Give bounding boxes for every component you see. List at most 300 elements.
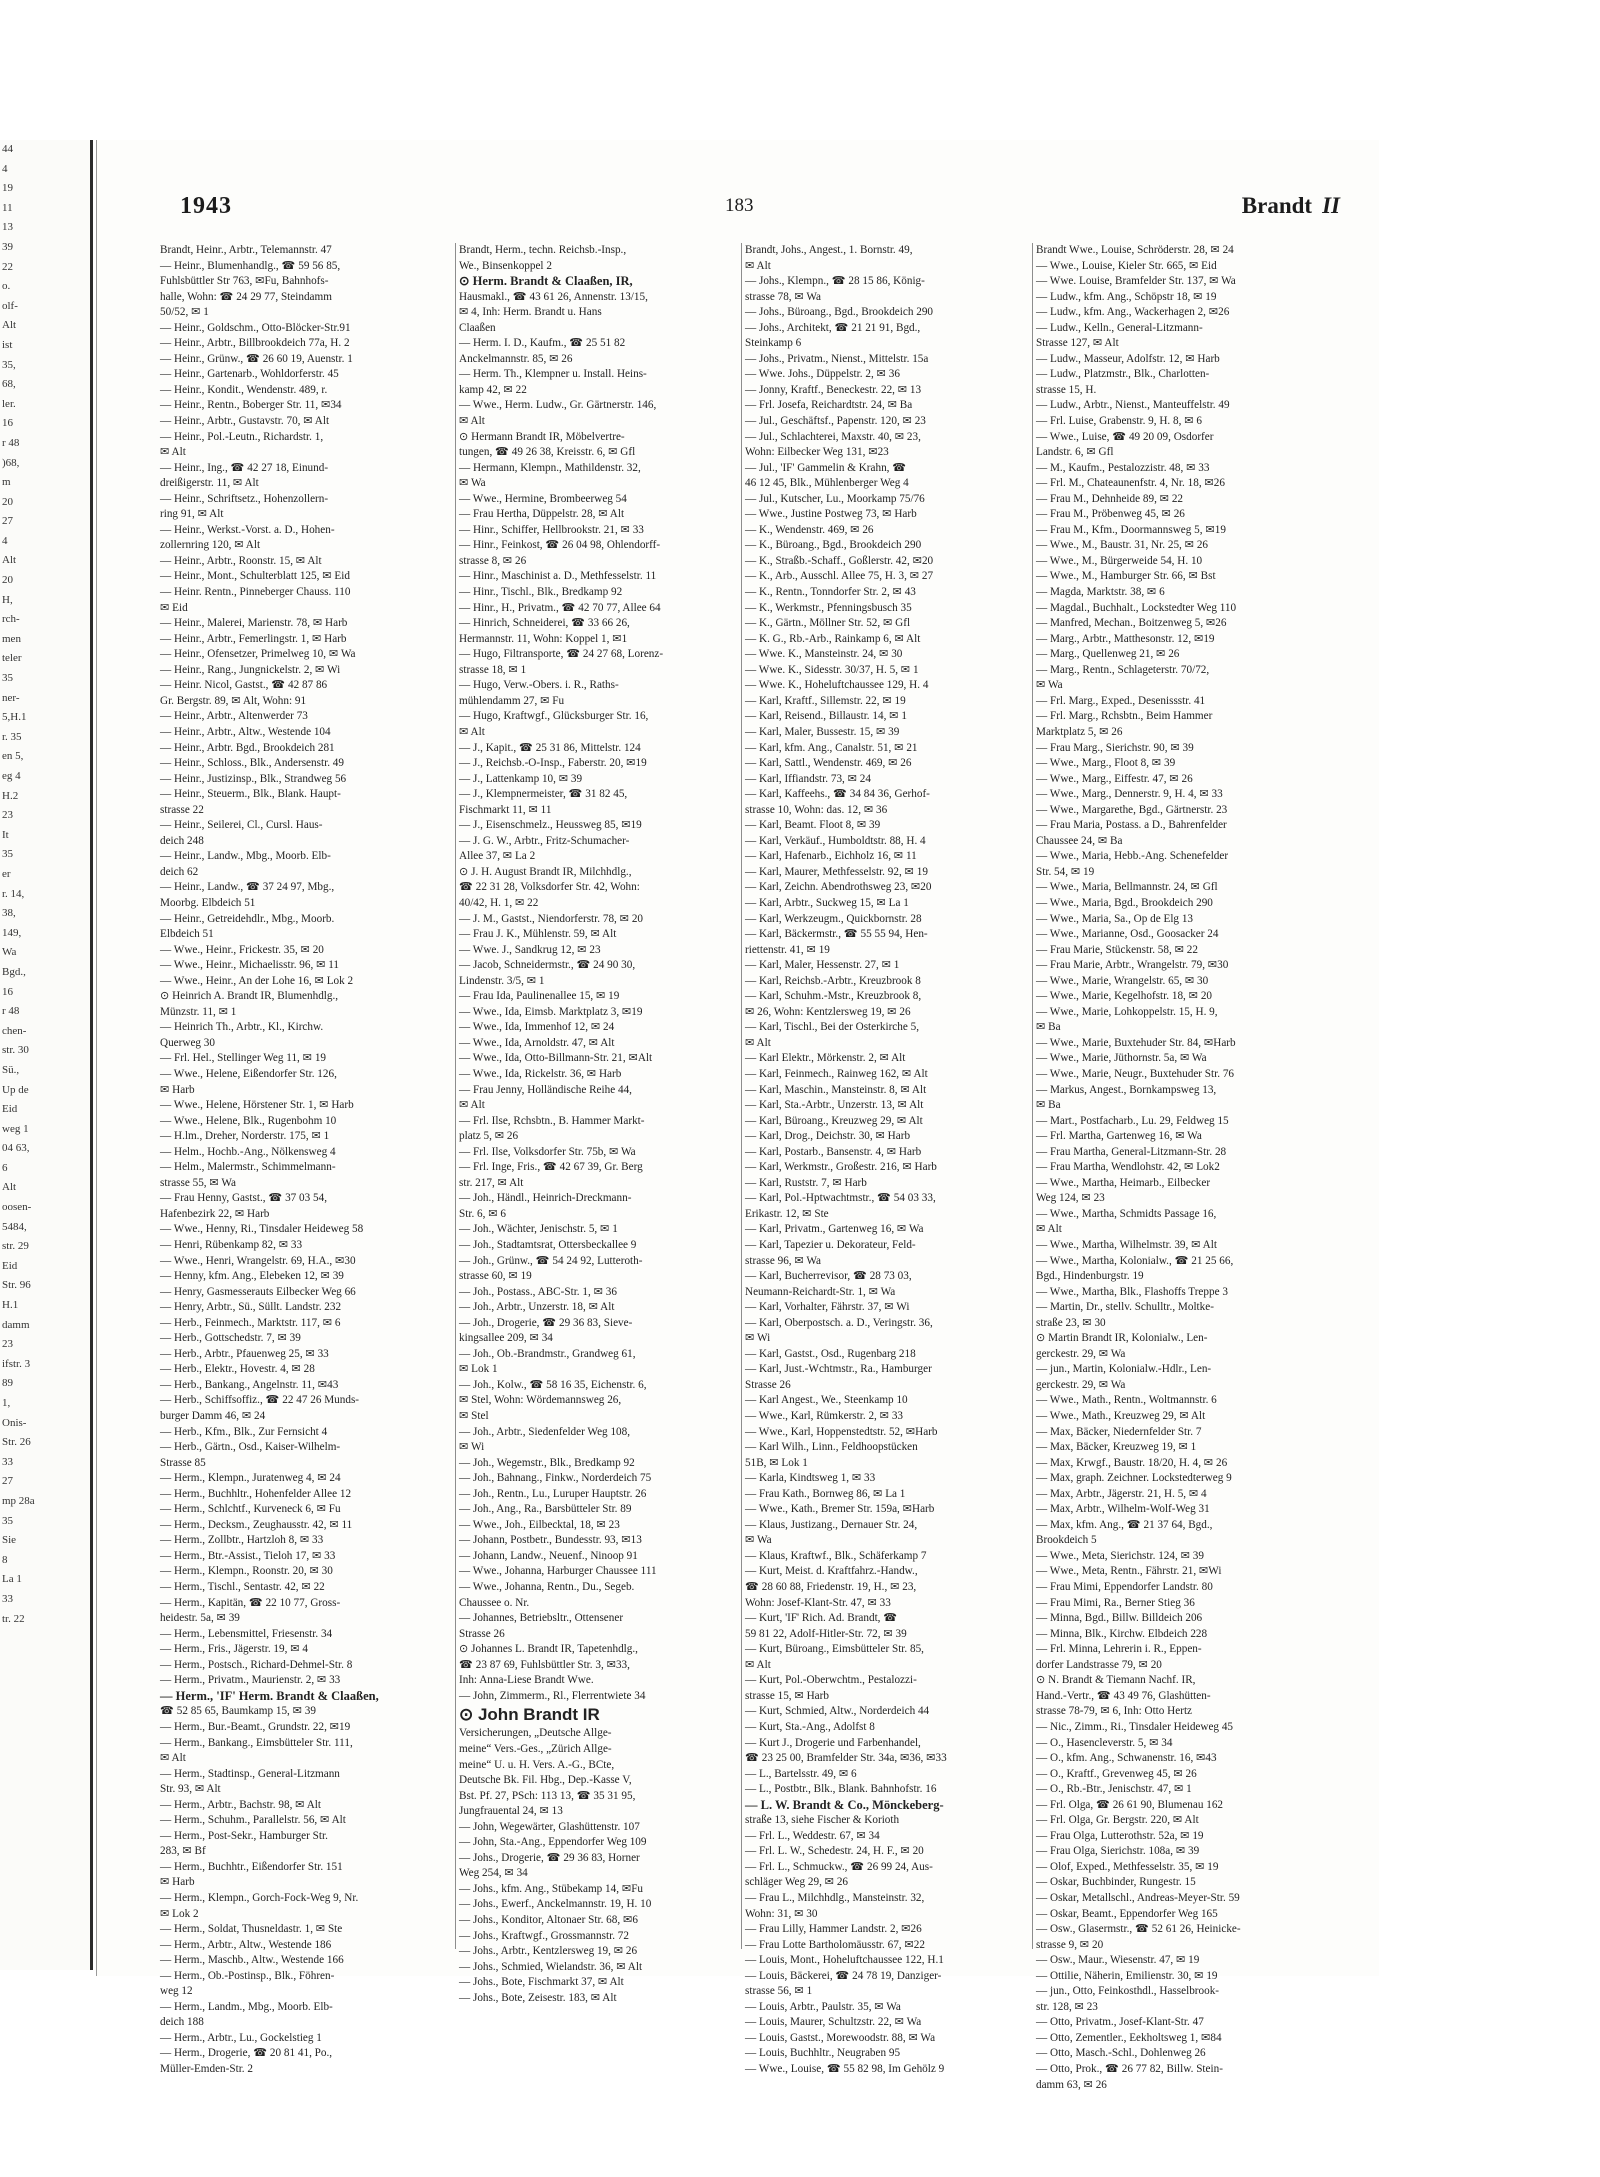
directory-entry-line: strasse 18, ✉ 1 <box>459 663 527 676</box>
edge-fragment: m <box>2 476 11 489</box>
directory-entry-line: — J. M., Gastst., Niendorferstr. 78, ✉ 20 <box>459 912 644 925</box>
directory-entry-line: — Herm., Tischl., Sentastr. 42, ✉ 22 <box>160 1581 325 1594</box>
directory-entry-line: ✉ Stel <box>459 1410 489 1423</box>
edge-fragment: str. 30 <box>2 1044 29 1057</box>
directory-entry-line: — Herm., Klempn., Gorch-Fock-Weg 9, Nr. <box>160 1891 359 1904</box>
directory-entry-line: — Wwe., Meta, Sierichstr. 124, ✉ 39 <box>1036 1549 1204 1562</box>
directory-entry-line: — Herb., Kfm., Blk., Zur Fernsicht 4 <box>160 1425 328 1438</box>
directory-entry-line: — Herm., Stadtinsp., General-Litzmann <box>160 1767 340 1780</box>
running-head <box>1242 193 1340 219</box>
directory-entry-line: — Herm., Lebensmittel, Friesenstr. 34 <box>160 1627 333 1640</box>
directory-entry-line: str. 128, ✉ 23 <box>1036 2000 1098 2013</box>
directory-entry-line: — Heinr., Steuerm., Blk., Blank. Haupt- <box>160 788 341 801</box>
directory-entry-line: — Max, Bäcker, Niedernfelder Str. 7 <box>1036 1425 1202 1438</box>
edge-fragment: ner- <box>2 691 20 704</box>
directory-entry-line: Strasse 85 <box>160 1456 206 1469</box>
directory-entry-line: — Wwe., Marie, Lohkoppelstr. 15, H. 9, <box>1036 1005 1218 1018</box>
directory-entry-line: — Johannes, Betriebsltr., Ottensener <box>459 1612 624 1625</box>
edge-fragment: 23 <box>2 809 13 822</box>
directory-entry-line: Brandt, Johs., Angest., 1. Bornstr. 49, <box>745 244 913 256</box>
directory-entry-line: Hafenbezirk 22, ✉ Harb <box>160 1207 270 1220</box>
directory-entry-line: Strasse 127, ✉ Alt <box>1036 337 1119 350</box>
directory-entry-line: deich 248 <box>160 834 204 847</box>
directory-entry-line: deich 188 <box>160 2016 204 2029</box>
directory-entry-line: — Herm., Bankang., Eimsbütteler Str. 111, <box>160 1736 353 1749</box>
directory-entry-line: — Karl, Maschin., Mansteinstr. 8, ✉ Alt <box>745 1083 927 1096</box>
directory-entry-line: — Joh., Arbtr., Unzerstr. 18, ✉ Alt <box>459 1301 615 1314</box>
edge-fragment: ist <box>2 338 13 351</box>
directory-entry-line: — Herb., Gottschedstr. 7, ✉ 39 <box>160 1332 301 1345</box>
directory-entry-line: — Wwe., Helene, Hörstener Str. 1, ✉ Harb <box>160 1099 354 1112</box>
directory-entry-line: strasse 55, ✉ Wa <box>160 1176 237 1189</box>
directory-entry-line: — Karl, Kraftf., Sillemstr. 22, ✉ 19 <box>745 694 906 707</box>
directory-entry-line: — Joh., Arbtr., Siedenfelder Weg 108, <box>459 1425 631 1438</box>
directory-entry-line: — Wwe., Helene, Blk., Rugenbohm 10 <box>160 1114 337 1127</box>
directory-entry-line: — O., kfm. Ang., Schwanenstr. 16, ✉43 <box>1036 1752 1217 1765</box>
directory-entry-line: ✉ Lok 1 <box>459 1363 498 1376</box>
directory-entry-line: — Heinr., Rentn., Boberger Str. 11, ✉34 <box>160 399 342 412</box>
directory-entry-line: — Heinr., Kondit., Wendenstr. 489, r. <box>160 383 328 396</box>
edge-fragment: 33 <box>2 1592 13 1605</box>
directory-entry-line: — Frau Marie, Stückenstr. 58, ✉ 22 <box>1036 943 1198 956</box>
directory-entry-line: — Wwe. K., Mansteinstr. 24, ✉ 30 <box>745 648 903 661</box>
directory-entry-line: Wohn: 31, ✉ 30 <box>745 1907 818 1920</box>
directory-entry-line: — Hinr., Schiffer, Hellbrookstr. 21, ✉ 33 <box>459 523 644 536</box>
directory-entry-line: — Hugo, Verw.-Obers. i. R., Raths- <box>459 679 619 692</box>
directory-entry-line: — Karl, kfm. Ang., Canalstr. 51, ✉ 21 <box>745 741 918 754</box>
directory-entry-line: strasse 56, ✉ 1 <box>745 1985 813 1998</box>
edge-fragment: 19 <box>2 182 13 195</box>
directory-entry-line: — Frau Kath., Bornweg 86, ✉ La 1 <box>745 1487 906 1500</box>
directory-entry-line: — Wwe. K., Hoheluftchaussee 129, H. 4 <box>745 679 929 692</box>
directory-entry-line: — Hinr., H., Privatm., ☎ 42 70 77, Allee 64 <box>459 601 661 614</box>
directory-entry-line: ring 91, ✉ Alt <box>160 508 224 521</box>
directory-entry-line: — Wwe., Marianne, Osd., Goosacker 24 <box>1036 928 1219 941</box>
directory-entry-line: — Heinr., Pol.-Leutn., Richardstr. 1, <box>160 430 324 443</box>
directory-entry-line: — Jonny, Kraftf., Beneckestr. 22, ✉ 13 <box>745 383 922 396</box>
directory-entry-line: — John, Zimmerm., Rl., Flerrentwiete 34 <box>459 1689 646 1702</box>
directory-entry-line: — Karl, Privatm., Gartenweg 16, ✉ Wa <box>745 1223 924 1236</box>
directory-entry-line: — Wwe., Marie, Kegelhofstr. 18, ✉ 20 <box>1036 990 1213 1003</box>
directory-entry-line: — Karl, Oberpostsch. a. D., Veringstr. 36, <box>745 1316 933 1329</box>
edge-fragment: 35 <box>2 848 13 861</box>
edge-fragment: 6 <box>2 1161 8 1174</box>
directory-entry-line: — Heinr., Ing., ☎ 42 27 18, Einund- <box>160 461 329 474</box>
directory-entry-line: — Wwe., Louise, ☎ 55 82 98, Im Gehölz 9 <box>745 2062 945 2075</box>
directory-entry-line: — Heinr., Blumenhandlg., ☎ 59 56 85, <box>160 259 341 272</box>
directory-entry-line: Landstr. 6, ✉ Gfl <box>1036 446 1114 459</box>
directory-entry-line: str. 217, ✉ Alt <box>459 1176 524 1189</box>
directory-entry-line: — Karl, Bucherrevisor, ☎ 28 73 03, <box>745 1270 912 1283</box>
directory-entry-line: — Wwe., Henri, Wrangelstr. 69, H.A., ✉30 <box>160 1254 356 1267</box>
directory-entry-line: — Frl. L., Weddestr. 67, ✉ 34 <box>745 1829 880 1842</box>
directory-entry-line: — Hinrich, Schneiderei, ☎ 33 66 26, <box>459 617 630 630</box>
directory-entry-line: — Johs., kfm. Ang., Stübekamp 14, ✉Fu <box>459 1882 644 1895</box>
edge-fragment: Alt <box>2 1181 17 1194</box>
directory-entry-line: — Heinr., Rang., Jungnickelstr. 2, ✉ Wi <box>160 663 341 676</box>
directory-entry-line: damm 63, ✉ 26 <box>1036 2078 1107 2091</box>
directory-entry-line: — Herm., Buchhtr., Eißendorfer Str. 151 <box>160 1860 343 1873</box>
directory-entry-line: — Wwe., Joh., Eilbecktal, 18, ✉ 23 <box>459 1518 620 1531</box>
directory-entry-line: Brandt, Herm., techn. Reichsb.-Insp., <box>459 244 627 256</box>
directory-entry-line: strasse 9, ✉ 20 <box>1036 1938 1104 1951</box>
directory-entry-line: — Johs., Bote, Fischmarkt 37, ✉ Alt <box>459 1976 624 1989</box>
edge-fragment: 8 <box>2 1553 8 1566</box>
directory-entry-line: — Heinr., Landw., ☎ 37 24 97, Mbg., <box>160 881 335 894</box>
directory-entry-line: — Karl, Sattl., Wendenstr. 469, ✉ 26 <box>745 757 912 770</box>
directory-entry-line: — Herm., Ob.-Postinsp., Blk., Föhren- <box>160 1969 335 1982</box>
directory-entry-line: — Karl, Ruststr. 7, ✉ Harb <box>745 1176 867 1189</box>
directory-entry-line: — Joh., Wegemstr., Blk., Bredkamp 92 <box>459 1456 635 1469</box>
directory-entry-line: — Karl, Zeichn. Abendrothsweg 23, ✉20 <box>745 881 932 894</box>
directory-entry-line: — jun., Otto, Feinkosthdl., Hasselbrook- <box>1036 1985 1220 1998</box>
directory-entry-line: — Frau Lotte Bartholomäusstr. 67, ✉22 <box>745 1938 925 1951</box>
directory-entry-line: — Karl, Pol.-Hptwachtmstr., ☎ 54 03 33, <box>745 1192 936 1205</box>
directory-entry-line: Erikastr. 12, ✉ Ste <box>745 1207 829 1220</box>
directory-entry-line: — Ludw., Kelln., General-Litzmann- <box>1036 321 1203 334</box>
directory-entry-line: ☎ 23 87 69, Fuhlsbüttler Str. 3, ✉33, <box>459 1658 630 1671</box>
directory-entry-line: — Herb., Arbtr., Pfauenweg 25, ✉ 33 <box>160 1347 329 1360</box>
edge-fragment: Onis- <box>2 1416 27 1429</box>
directory-entry-line: — J., Reichsb.-O-Insp., Faberstr. 20, ✉19 <box>459 757 647 770</box>
edge-fragment: weg 1 <box>2 1122 29 1135</box>
directory-entry-line: — Herm., Soldat, Thusneldastr. 1, ✉ Ste <box>160 1923 343 1936</box>
directory-column-2 <box>459 243 753 2004</box>
directory-entry-line: — Herm. Th., Klempner u. Install. Heins- <box>459 368 647 381</box>
directory-entry-line: — Louis, Bäckerei, ☎ 24 78 19, Danziger- <box>745 1969 942 1982</box>
directory-entry-line: Neumann-Reichardt-Str. 1, ✉ Wa <box>745 1285 896 1298</box>
directory-entry-line: — Herm., Privatm., Maurienstr. 2, ✉ 33 <box>160 1674 341 1687</box>
directory-entry-line: — Heinr., Grünw., ☎ 26 60 19, Auenstr. 1 <box>160 352 353 365</box>
directory-entry-line: Deutsche Bk. Fil. Hbg., Dep.-Kasse V, <box>459 1774 632 1787</box>
edge-fragment: Wa <box>2 946 17 959</box>
edge-fragment: Sie <box>2 1534 17 1547</box>
directory-entry-line: burger Damm 46, ✉ 24 <box>160 1410 266 1423</box>
directory-entry-line: — J. G. W., Arbtr., Fritz-Schumacher- <box>459 834 630 847</box>
directory-entry-line: — Herm., Schuhm., Parallelstr. 56, ✉ Alt <box>160 1814 346 1827</box>
directory-entry-line: — Ludw., Arbtr., Nienst., Manteuffelstr. 49 <box>1036 399 1230 412</box>
directory-entry-line: Anckelmannstr. 85, ✉ 26 <box>459 352 573 365</box>
directory-entry-line: — Wwe., Marie, Neugr., Buxtehuder Str. 76 <box>1036 1067 1235 1080</box>
edge-fragment: Str. 26 <box>2 1436 31 1449</box>
directory-entry-line: — Wwe., Luise, ☎ 49 20 09, Osdorfer <box>1036 430 1214 443</box>
directory-entry-line: — Wwe., Maria, Bellmannstr. 24, ✉ Gfl <box>1036 881 1218 894</box>
directory-entry-line: — Johs., Schmied, Wielandstr. 36, ✉ Alt <box>459 1960 643 1973</box>
directory-entry-line: — Frl. Josefa, Reichardtstr. 24, ✉ Ba <box>745 399 913 412</box>
page-header <box>180 193 1340 227</box>
directory-entry-line: — Karl, Drog., Deichstr. 30, ✉ Harb <box>745 1130 911 1143</box>
directory-entry-line: — Ludw., kfm. Ang., Wackerhagen 2, ✉26 <box>1036 306 1230 319</box>
directory-entry-line: — Frau Lilly, Hammer Landstr. 2, ✉26 <box>745 1923 922 1936</box>
edge-fragment: er <box>2 867 11 880</box>
directory-entry-line: — Frl. Marg., Rchsbtn., Beim Hammer <box>1036 710 1213 723</box>
directory-entry-line: — Herm., Klempn., Roonstr. 20, ✉ 30 <box>160 1565 333 1578</box>
edge-fragment: 33 <box>2 1455 13 1468</box>
directory-entry-line: — Marg., Quellenweg 21, ✉ 26 <box>1036 648 1180 661</box>
directory-entry-line: Allee 37, ✉ La 2 <box>459 850 536 863</box>
directory-entry-line: strasse 96, ✉ Wa <box>745 1254 822 1267</box>
directory-entry-line: — Kurt, Meist. d. Kraftfahrz.-Handw., <box>745 1565 918 1578</box>
directory-entry-line: ✉ Alt <box>459 415 485 428</box>
directory-entry-line: — Frau Jenny, Holländische Reihe 44, <box>459 1083 632 1096</box>
directory-entry-line: schläger Weg 29, ✉ 26 <box>745 1876 849 1889</box>
page-year: 1943 <box>180 193 232 219</box>
directory-entry-line: Wohn: Josef-Klant-Str. 47, ✉ 33 <box>745 1596 891 1609</box>
directory-entry-line: halle, Wohn: ☎ 24 29 77, Steindamm <box>160 290 332 303</box>
directory-entry-line: — Wwe., Henny, Ri., Tinsdaler Heideweg 58 <box>160 1223 364 1236</box>
directory-entry-line: — Wwe., Ida, Rickelstr. 36, ✉ Harb <box>459 1067 622 1080</box>
directory-entry-line: strasse 60, ✉ 19 <box>459 1270 532 1283</box>
directory-entry-line: — Karl, Feinmech., Rainweg 162, ✉ Alt <box>745 1067 928 1080</box>
directory-entry-line: We., Binsenkoppel 2 <box>459 259 552 272</box>
directory-entry-line: — Heinr., Malerei, Marienstr. 78, ✉ Harb <box>160 617 348 630</box>
directory-entry-line: Str. 93, ✉ Alt <box>160 1783 221 1796</box>
edge-fragment: 44 <box>2 143 13 155</box>
directory-entry-line: — Frl. Ilse, Volksdorfer Str. 75b, ✉ Wa <box>459 1145 636 1158</box>
directory-entry-line: Fuhlsbüttler Str 763, ✉Fu, Bahnhofs- <box>160 275 329 288</box>
directory-entry-line: — O., Hasencleverstr. 5, ✉ 34 <box>1036 1736 1173 1749</box>
directory-entry-line: Marktplatz 5, ✉ 26 <box>1036 725 1123 738</box>
directory-entry-line: dreißigerstr. 11, ✉ Alt <box>160 477 259 490</box>
directory-entry-line: ✉ Alt <box>459 1099 485 1112</box>
directory-entry-line: ✉ Wa <box>459 477 486 490</box>
directory-entry-line: — Ludw., Platzmstr., Blk., Charlotten- <box>1036 368 1210 381</box>
directory-entry-line: — Wwe., Martha, Schmidts Passage 16, <box>1036 1207 1217 1220</box>
directory-entry-line: heidestr. 5a, ✉ 39 <box>160 1612 240 1625</box>
directory-entry-line: ⊙ Hermann Brandt IR, Möbelvertre- <box>459 430 625 443</box>
edge-fragment: 16 <box>2 417 13 430</box>
directory-entry-line: — Henny, kfm. Ang., Elebeken 12, ✉ 39 <box>160 1270 344 1283</box>
edge-fragment: oosen- <box>2 1201 32 1214</box>
directory-entry-line: — Jacob, Schneidermstr., ☎ 24 90 30, <box>459 959 636 972</box>
directory-entry-line: — Max, Krwgf., Baustr. 18/20, H. 4, ✉ 26 <box>1036 1456 1228 1469</box>
directory-entry-line: — Hugo, Filtransporte, ☎ 24 27 68, Lorenz- <box>459 648 664 661</box>
directory-entry-line: — Karl, Reisend., Billaustr. 14, ✉ 1 <box>745 710 907 723</box>
directory-entry-line: — Heinr., Schriftsetz., Hohenzollern- <box>160 492 329 505</box>
directory-entry-line: strasse 22 <box>160 803 204 816</box>
directory-entry-line: — Karl, Werkzeugm., Quickbornstr. 28 <box>745 912 922 925</box>
directory-entry-line: — Karl, Beamt. Floot 8, ✉ 39 <box>745 819 881 832</box>
directory-entry-line: Fischmarkt 11, ✉ 11 <box>459 803 552 816</box>
directory-entry-line: — Karl, Kaffeehs., ☎ 34 84 36, Gerhof- <box>745 788 930 801</box>
directory-entry-line: — Frl. M., Chateaunenfstr. 4, Nr. 18, ✉26 <box>1036 477 1225 490</box>
directory-column-1 <box>160 243 454 2075</box>
directory-entry-line: — Frl. Minna, Lehrerin i. R., Eppen- <box>1036 1643 1202 1656</box>
directory-entry-line: — Frau Martha, General-Litzmann-Str. 28 <box>1036 1145 1227 1158</box>
directory-entry-line: — Heinr., Arbtr., Altenwerder 73 <box>160 710 308 723</box>
directory-entry-line: — Karl, Maurer, Methfesselstr. 92, ✉ 19 <box>745 865 928 878</box>
running-head-name: Brandt <box>1241 193 1313 218</box>
directory-entry-line: — Johs., Arbtr., Kentzlersweg 19, ✉ 26 <box>459 1945 638 1958</box>
edge-fragment: 1, <box>2 1397 11 1409</box>
directory-entry-line: — Johs., Privatm., Nienst., Mittelstr. 15a <box>745 352 929 365</box>
directory-entry-line: — Max, Arbtr., Wilhelm-Wolf-Weg 31 <box>1036 1503 1210 1516</box>
directory-entry-line: — Heinr., Justizinsp., Blk., Strandweg 56 <box>160 772 347 785</box>
directory-entry-line: — Joh., Händl., Heinrich-Dreckmann- <box>459 1192 632 1205</box>
directory-entry-line: — Herm. I. D., Kaufm., ☎ 25 51 82 <box>459 337 626 350</box>
directory-entry-line: gerckestr. 29, ✉ Wa <box>1036 1378 1126 1391</box>
directory-entry-line: — Frl. Ilse, Rchsbtn., B. Hammer Markt- <box>459 1114 645 1127</box>
directory-entry-line: — Wwe. Louise, Bramfelder Str. 137, ✉ Wa <box>1036 275 1236 288</box>
directory-entry-line: 51B, ✉ Lok 1 <box>745 1456 808 1469</box>
directory-entry-line: — John, Wegewärter, Glashüttenstr. 107 <box>459 1820 640 1833</box>
directory-entry-line: — Wwe., Marg., Eiffestr. 47, ✉ 26 <box>1036 772 1193 785</box>
directory-entry-line: — Manfred, Mechan., Boitzenweg 5, ✉26 <box>1036 617 1227 630</box>
edge-fragment: H, <box>2 593 13 606</box>
edge-fragment: 04 63, <box>2 1142 30 1155</box>
directory-entry-line: — Wwe., Martha, Heimarb., Eilbecker <box>1036 1176 1211 1189</box>
directory-entry-line: dorfer Landstrasse 79, ✉ 20 <box>1036 1658 1162 1671</box>
directory-entry-line: Hand.-Vertr., ☎ 43 49 76, Glashütten- <box>1036 1689 1211 1702</box>
directory-entry-line: ⊙ John Brandt IR <box>459 1705 600 1725</box>
directory-entry-line: — Joh., Rentn., Lu., Luruper Hauptstr. 26 <box>459 1487 647 1500</box>
directory-entry-line: — Wwe., Heinr., Michaelisstr. 96, ✉ 11 <box>160 959 340 972</box>
directory-entry-line: — M., Kaufm., Pestalozzistr. 48, ✉ 33 <box>1036 461 1210 474</box>
directory-entry-line: — Joh., Bahnang., Finkw., Norderdeich 75 <box>459 1472 652 1485</box>
directory-entry-line: — Louis, Maurer, Schultzstr. 22, ✉ Wa <box>745 2016 922 2029</box>
directory-entry-line: — Frau Ida, Paulinenallee 15, ✉ 19 <box>459 990 620 1003</box>
directory-entry-line: — Karl, Arbtr., Suckweg 15, ✉ La 1 <box>745 896 909 909</box>
directory-entry-line: — Kurt, 'IF' Rich. Ad. Brandt, ☎ <box>745 1612 898 1625</box>
directory-entry-line: ⊙ Johannes L. Brandt IR, Tapetenhdlg., <box>459 1643 638 1656</box>
directory-entry-line: — Ottilie, Näherin, Emilienstr. 30, ✉ 19 <box>1036 1969 1218 1982</box>
directory-entry-line: — Ludw., kfm. Ang., Schöpstr 18, ✉ 19 <box>1036 290 1217 303</box>
directory-entry-line: ✉ Alt <box>1036 1223 1062 1236</box>
page-number: 183 <box>725 195 754 216</box>
edge-fragment: 89 <box>2 1377 13 1390</box>
directory-entry-line: — Heinr., Arbtr. Bgd., Brookdeich 281 <box>160 741 335 754</box>
edge-fragment: 149, <box>2 926 22 939</box>
directory-entry-line: strasse 10, Wohn: das. 12, ✉ 36 <box>745 803 888 816</box>
directory-entry-line: — Frau Olga, Sierichstr. 108a, ✉ 39 <box>1036 1845 1200 1858</box>
directory-entry-line: — Max, Bäcker, Kreuzweg 19, ✉ 1 <box>1036 1441 1197 1454</box>
directory-entry-line: — Heinr., Arbtr., Femerlingstr. 1, ✉ Harb <box>160 632 347 645</box>
directory-entry-line: Lindenstr. 3/5, ✉ 1 <box>459 974 545 987</box>
directory-entry-line: — Herm., Postsch., Richard-Dehmel-Str. 8 <box>160 1658 353 1671</box>
directory-entry-line: kamp 42, ✉ 22 <box>459 383 527 396</box>
directory-entry-line: — Heinr., Arbtr., Gustavstr. 70, ✉ Alt <box>160 415 330 428</box>
edge-fragment: 5,H.1 <box>2 711 27 724</box>
directory-entry-line: — Wwe., Martha, Kolonialw., ☎ 21 25 66, <box>1036 1254 1234 1267</box>
directory-entry-line: — Heinr., Seilerei, Cl., Cursl. Haus- <box>160 819 323 832</box>
directory-entry-line: — Wwe., Marg., Dennerstr. 9, H. 4, ✉ 33 <box>1036 788 1223 801</box>
edge-fragment: r 48 <box>2 436 20 449</box>
directory-entry-line: ✉ Alt <box>160 1752 186 1765</box>
directory-entry-line: — Louis, Gastst., Morewoodstr. 88, ✉ Wa <box>745 2031 936 2044</box>
edge-fragment: 27 <box>2 1475 13 1488</box>
edge-fragment: 27 <box>2 515 13 528</box>
directory-entry-line: — Johann, Landw., Neuenf., Ninoop 91 <box>459 1549 638 1562</box>
directory-entry-line: ☎ 28 60 88, Friedenstr. 19, H., ✉ 23, <box>745 1581 917 1594</box>
column-divider <box>455 243 456 1949</box>
directory-entry-line: — Frau Henny, Gastst., ☎ 37 03 54, <box>160 1192 328 1205</box>
directory-entry-line: — Magda, Marktstr. 38, ✉ 6 <box>1036 586 1165 599</box>
directory-entry-line: — Herm., Zollbtr., Hartzloh 8, ✉ 33 <box>160 1534 324 1547</box>
directory-entry-line: — Ludw., Masseur, Adolfstr. 12, ✉ Harb <box>1036 352 1220 365</box>
directory-entry-line: — Frl. Luise, Grabenstr. 9, H. 8, ✉ 6 <box>1036 415 1202 428</box>
directory-entry-line: ✉ Alt <box>459 725 485 738</box>
directory-entry-line: — Wwe., Karl, Rümkerstr. 2, ✉ 33 <box>745 1410 904 1423</box>
directory-entry-line: — Jul., Kutscher, Lu., Moorkamp 75/76 <box>745 492 925 505</box>
directory-entry-line: — Karl, Bäckermstr., ☎ 55 55 94, Hen- <box>745 928 928 941</box>
directory-entry-line: ✉ Alt <box>745 1658 771 1671</box>
directory-entry-line: — Olof, Exped., Methfesselstr. 35, ✉ 19 <box>1036 1860 1219 1873</box>
directory-entry-line: ✉ Wi <box>745 1332 771 1345</box>
directory-entry-line: — Johs., Kraftwgf., Grossmannstr. 72 <box>459 1929 629 1942</box>
directory-entry-line: — Heinr., Getreidehdlr., Mbg., Moorb. <box>160 912 335 925</box>
directory-entry-line: — Minna, Blk., Kirchw. Elbdeich 228 <box>1036 1627 1208 1640</box>
directory-entry-line: — Otto, Prok., ☎ 26 77 82, Billw. Stein- <box>1036 2062 1223 2075</box>
volume-number: II <box>1322 193 1340 218</box>
directory-entry-line: — Karl, Maler, Bussestr. 15, ✉ 39 <box>745 725 900 738</box>
edge-fragment: chen- <box>2 1024 27 1037</box>
directory-entry-line: — Joh., Ang., Ra., Barsbütteler Str. 89 <box>459 1503 632 1516</box>
directory-entry-line: — Karl, Büroang., Kreuzweg 29, ✉ Alt <box>745 1114 923 1127</box>
directory-entry-line: Münzstr. 11, ✉ 1 <box>160 1005 237 1018</box>
edge-fragment: teler <box>2 652 22 665</box>
directory-entry-line: gerckestr. 29, ✉ Wa <box>1036 1347 1126 1360</box>
directory-entry-line: — K., Arb., Ausschl. Allee 75, H. 3, ✉ 27 <box>745 570 934 583</box>
directory-entry-line: — Herm., Bur.-Beamt., Grundstr. 22, ✉19 <box>160 1720 351 1733</box>
previous-page-edge <box>0 140 93 1970</box>
directory-entry-line: Bgd., Hindenburgstr. 19 <box>1036 1270 1144 1283</box>
directory-entry-line: — K. G., Rb.-Arb., Rainkamp 6, ✉ Alt <box>745 632 921 645</box>
directory-entry-line: — Frau Marie, Arbtr., Wrangelstr. 79, ✉30 <box>1036 959 1229 972</box>
directory-entry-line: — Heinr., Gartenarb., Wohldorferstr. 45 <box>160 368 339 381</box>
directory-entry-line: — K., Straßb.-Schaff., Goßlerstr. 42, ✉20 <box>745 554 934 567</box>
directory-entry-line: — Wwe., Kath., Bremer Str. 159a, ✉Harb <box>745 1503 935 1516</box>
directory-entry-line: — Karl, Werkmstr., Großestr. 216, ✉ Harb <box>745 1161 937 1174</box>
directory-entry-line: — Wwe., Heinr., Frickestr. 35, ✉ 20 <box>160 943 324 956</box>
directory-entry-line: — Frau Martha, Wendlohstr. 42, ✉ Lok2 <box>1036 1161 1220 1174</box>
directory-entry-line: ✉ Alt <box>745 1036 771 1049</box>
directory-entry-line: — Heinr., Schloss., Blk., Andersenstr. 49 <box>160 757 344 770</box>
edge-fragment: ler. <box>2 397 16 410</box>
edge-fragment: It <box>2 828 9 841</box>
directory-entry-line: — Helm., Hochb.-Ang., Nölkensweg 4 <box>160 1145 336 1158</box>
directory-entry-line: ⊙ Herm. Brandt & Claaßen, IR, <box>459 274 633 289</box>
directory-entry-line: — J., Klempnermeister, ☎ 31 82 45, <box>459 788 628 801</box>
directory-entry-line: strasse 15, H. <box>1036 383 1097 396</box>
edge-fragment: 13 <box>2 221 13 234</box>
directory-entry-line: — Heinr., Arbtr., Altw., Westende 104 <box>160 725 331 738</box>
directory-entry-line: ⊙ J. H. August Brandt IR, Milchhdlg., <box>459 865 632 878</box>
directory-entry-line: — Heinrich Th., Arbtr., Kl., Kirchw. <box>160 1021 324 1034</box>
edge-fragment: La 1 <box>2 1573 22 1586</box>
directory-entry-line: — Karl, Tischl., Bei der Osterkirche 5, <box>745 1021 920 1034</box>
directory-entry-line: — Johs., Ewerf., Anckelmannstr. 19, H. 10 <box>459 1898 652 1911</box>
directory-entry-line: — Heinr., Landw., Mbg., Moorb. Elb- <box>160 850 331 863</box>
directory-entry-line: — Wwe., Maria, Bgd., Brookdeich 290 <box>1036 896 1213 909</box>
directory-entry-line: — Kurt, Pol.-Oberwchtm., Pestalozzi- <box>745 1674 917 1687</box>
directory-entry-line: — Karl Wilh., Linn., Feldhoopstücken <box>745 1441 918 1454</box>
directory-entry-line: — Henry, Arbtr., Sü., Süllt. Landstr. 232 <box>160 1301 342 1314</box>
directory-entry-line: Strasse 26 <box>745 1378 791 1391</box>
edge-fragment: 22 <box>2 260 13 273</box>
directory-entry-line: Strasse 26 <box>459 1627 505 1640</box>
directory-entry-line: — Marg., Arbtr., Matthesonstr. 12, ✉19 <box>1036 632 1215 645</box>
edge-fragment: 4 <box>2 534 8 547</box>
directory-entry-line: — Helm., Malermstr., Schimmelmann- <box>160 1161 336 1174</box>
directory-entry-line: — Jul., Schlachterei, Maxstr. 40, ✉ 23, <box>745 430 921 443</box>
directory-entry-line: ✉ Ba <box>1036 1099 1061 1112</box>
edge-fragment: o. <box>2 280 11 293</box>
edge-fragment: Bgd., <box>2 965 26 978</box>
directory-entry-line: — Herm., Maschb., Altw., Westende 166 <box>160 1954 344 1967</box>
directory-entry-line: — Herm., Arbtr., Altw., Westende 186 <box>160 1938 332 1951</box>
directory-entry-line: — Wwe. J., Sandkrug 12, ✉ 23 <box>459 943 601 956</box>
directory-entry-line: ✉ Wa <box>1036 679 1063 692</box>
